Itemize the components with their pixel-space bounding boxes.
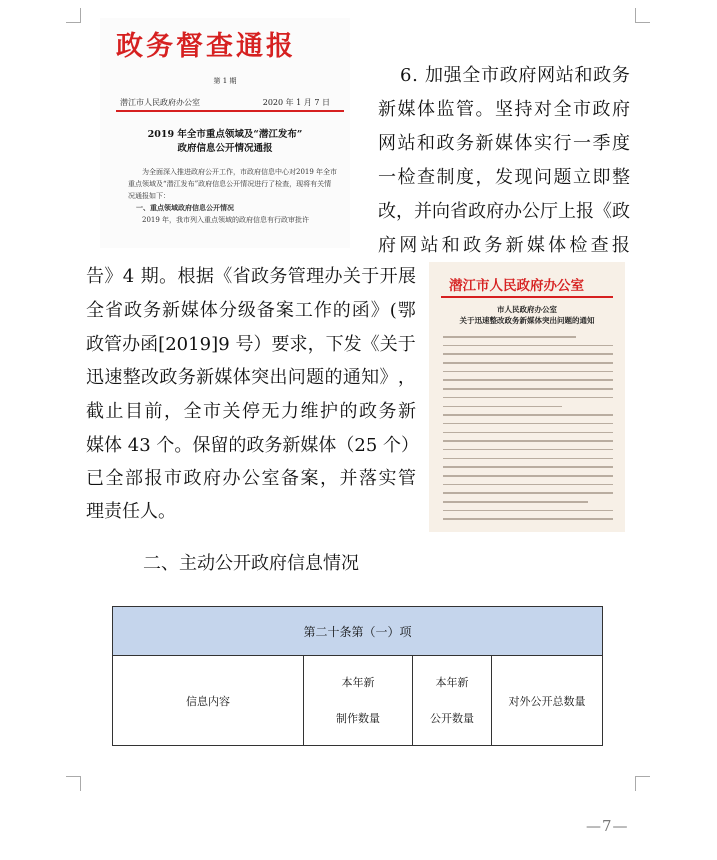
paragraph-line: 新 媒 体 监 管 。 坚 持 对 全 市 政 府 (378, 99, 630, 120)
table-col-total-published: 对外公开总数量 (492, 656, 603, 746)
table-header: 第二十条第（一）项 (113, 607, 603, 656)
crop-mark-bottom-right (635, 776, 650, 791)
disclosure-table (112, 606, 603, 746)
bulletin-body (128, 166, 338, 226)
crop-mark-top-left (66, 8, 81, 23)
bulletin-body-text-2: 2019 年，我市列入重点领域的政府信息有行政审批许 (142, 216, 310, 224)
table-col-new-published-line-2: 公开数量 (430, 711, 474, 725)
notice-red-rule (441, 296, 613, 298)
bulletin-masthead: 政务督查通报 (116, 31, 296, 62)
bulletin-headline-1: 2019 年全市重点领域及“潜江发布” (147, 129, 303, 140)
paragraph-line: 改 ， 并 向 省 政 府 办 公 厅 上 报 《 政 (378, 201, 630, 222)
page-number: —7— (586, 817, 629, 835)
table-col-new-made (304, 656, 413, 746)
paragraph-line: 全 省 政 务 新 媒 体 分 级 备 案 工 作 的 函 》 ( 鄂 (86, 300, 416, 321)
table-col-new-made-line-1: 本年新 (341, 675, 375, 689)
bulletin-image (100, 18, 350, 248)
bulletin-issue: 第 1 期 (213, 77, 237, 85)
paragraph-line: 6 . 加 强 全 市 政 府 网 站 和 政 务 (400, 65, 630, 86)
paragraph-line: 理责任人。 (86, 501, 176, 522)
paragraph-line: 告 》 4 期 。 根 据 《 省 政 务 管 理 办 关 于 开 展 (86, 266, 416, 287)
bulletin-body-text-1: 为全面深入推进政府公开工作，市政府信息中心对2019 年全市重点领域及“潜江发布”政府信息公开情况进行了检查，现将有关情况通报如下： (128, 168, 338, 200)
table-col-new-made-line-2: 制作数量 (336, 711, 380, 725)
bulletin-section-heading: 一、重点领域政府信息公开情况 (136, 203, 234, 212)
notice-text-block (443, 336, 613, 527)
table-col-info-content: 信息内容 (113, 656, 304, 746)
bulletin-headline-2: 政府信息公开情况通报 (177, 143, 273, 154)
paragraph-line: 迅 速 整 改 政 务 新 媒 体 突 出 问 题 的 通 知 》 ， (86, 367, 416, 388)
crop-mark-bottom-left (66, 776, 81, 791)
bulletin-red-rule (116, 110, 344, 112)
table-col-new-published-line-1: 本年新 (435, 675, 469, 689)
notice-title-2: 关于迅速整改政务新媒体突出问题的通知 (459, 316, 595, 325)
paragraph-line: 已 全 部 报 市 政 府 办 公 室 备 案 ， 并 落 实 管 (86, 468, 416, 489)
crop-mark-top-right (635, 8, 650, 23)
bulletin-date: 2020 年 1 月 7 日 (262, 98, 330, 107)
table-col-new-published (413, 656, 492, 746)
notice-title-1: 市人民政府办公室 (497, 305, 557, 314)
paragraph-line: 一 检 查 制 度 ， 发 现 问 题 立 即 整 (378, 167, 630, 188)
paragraph-line: 截 止 目 前 ， 全 市 关 停 无 力 维 护 的 政 务 新 (86, 401, 416, 422)
paragraph-line: 府 网 站 和 政 务 新 媒 体 检 查 报 (378, 235, 630, 256)
section-heading: 二、主动公开政府信息情况 (143, 553, 359, 574)
notice-image (429, 262, 625, 532)
paragraph-line: 政 管 办 函 [ 2 0 1 9 ] 9 号 ） 要 求 ， 下 发 《 关 于 (86, 334, 416, 355)
paragraph-line: 媒 体 4 3 个 。 保 留 的 政 务 新 媒 体 （ 2 5 个 ） (86, 435, 420, 456)
bulletin-office: 潜江市人民政府办公室 (120, 98, 200, 107)
paragraph-line: 网 站 和 政 务 新 媒 体 实 行 一 季 度 (378, 133, 630, 154)
notice-header: 潜江市人民政府办公室 (449, 278, 584, 294)
